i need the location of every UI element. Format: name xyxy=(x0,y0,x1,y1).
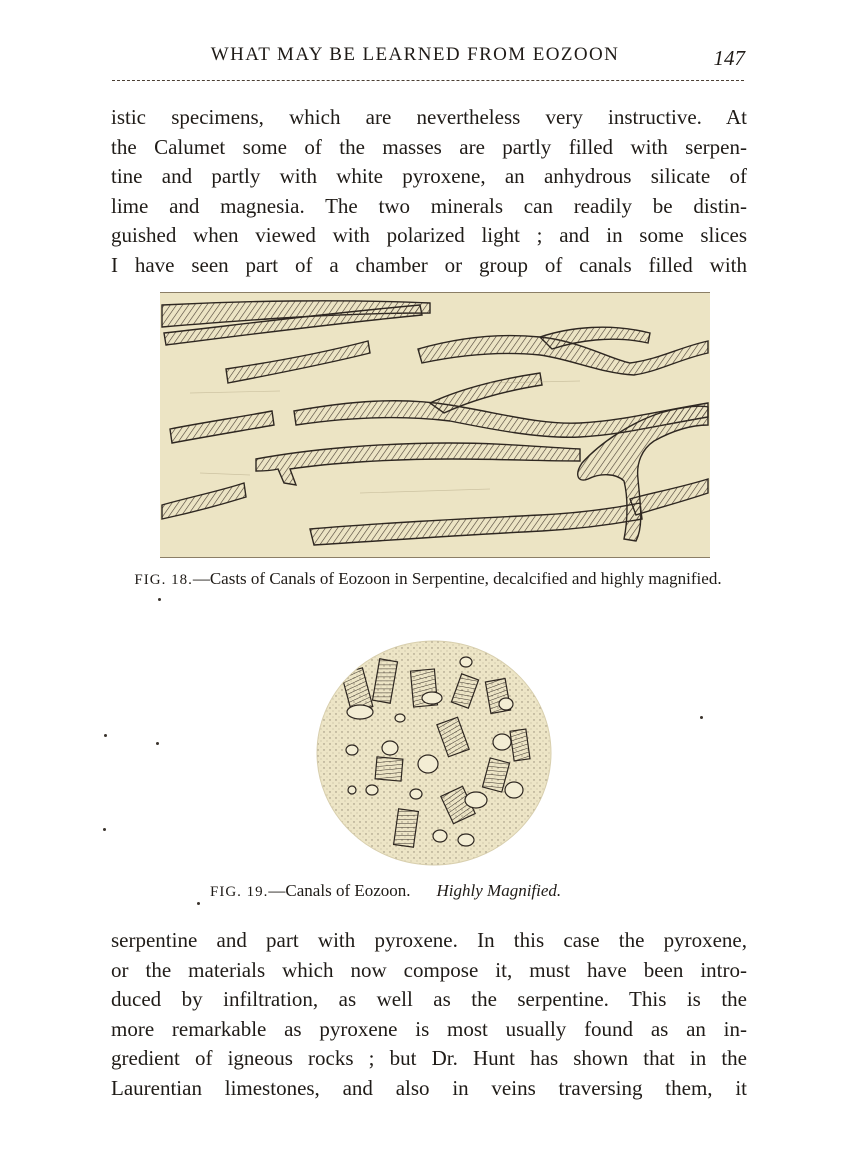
paragraph-top xyxy=(111,103,747,281)
running-title: WHAT MAY BE LEARNED FROM EOZOON xyxy=(210,44,620,65)
page-number: 147 xyxy=(713,46,745,70)
figure-19-caption-magnification: Highly Magnified. xyxy=(436,881,562,900)
print-speck xyxy=(103,828,106,831)
text-line: duced by infiltration, as well as the serpentine. This is the xyxy=(111,987,747,1012)
header-rule xyxy=(112,80,744,81)
text-line: Laurentian limestones, and also in veins traversing them, it xyxy=(111,1075,747,1100)
figure-19-label: FIG. 19. xyxy=(210,884,269,900)
canal-cross-sections-illustration xyxy=(316,640,552,866)
figure-19-caption-text: —Canals of Eozoon. xyxy=(268,881,411,900)
figure-18-label: FIG. 18. xyxy=(134,572,193,588)
text-line: istic specimens, which are nevertheless very instructive. At xyxy=(111,105,747,129)
figure-19-caption xyxy=(210,880,650,903)
text-line: more remarkable as pyroxene is most usually found as an in- xyxy=(111,1016,747,1041)
text-line: tine and partly with white pyroxene, an anhydrous silicate of xyxy=(111,164,747,189)
print-speck xyxy=(700,716,703,719)
text-line: the Calumet some of the masses are partly filled with serpen- xyxy=(111,134,747,159)
text-line: serpentine and part with pyroxene. In this case the pyroxene, xyxy=(111,928,747,952)
figure-19-micrograph xyxy=(316,640,552,866)
print-speck xyxy=(156,742,159,745)
text-line: lime and magnesia. The two minerals can readily be distin- xyxy=(111,193,747,218)
text-line: or the materials which now compose it, must have been intro- xyxy=(111,957,747,982)
running-head xyxy=(110,44,745,74)
text-line: I have seen part of a chamber or group of canals filled with xyxy=(111,252,747,277)
print-speck xyxy=(197,902,200,905)
print-speck xyxy=(104,734,107,737)
paragraph-bottom xyxy=(111,926,747,1104)
print-speck xyxy=(158,598,161,601)
canal-casts-illustration xyxy=(160,293,710,557)
figure-18-caption-text: —Casts of Canals of Eozoon in Serpentine, decalcified and highly magnified. xyxy=(192,569,722,588)
text-line: guished when viewed with polarized light ; and in some slices xyxy=(111,223,747,248)
figure-18-caption xyxy=(108,568,748,591)
text-line: gredient of igneous rocks ; but Dr. Hunt has shown that in the xyxy=(111,1046,747,1071)
figure-18-engraving xyxy=(160,292,710,558)
